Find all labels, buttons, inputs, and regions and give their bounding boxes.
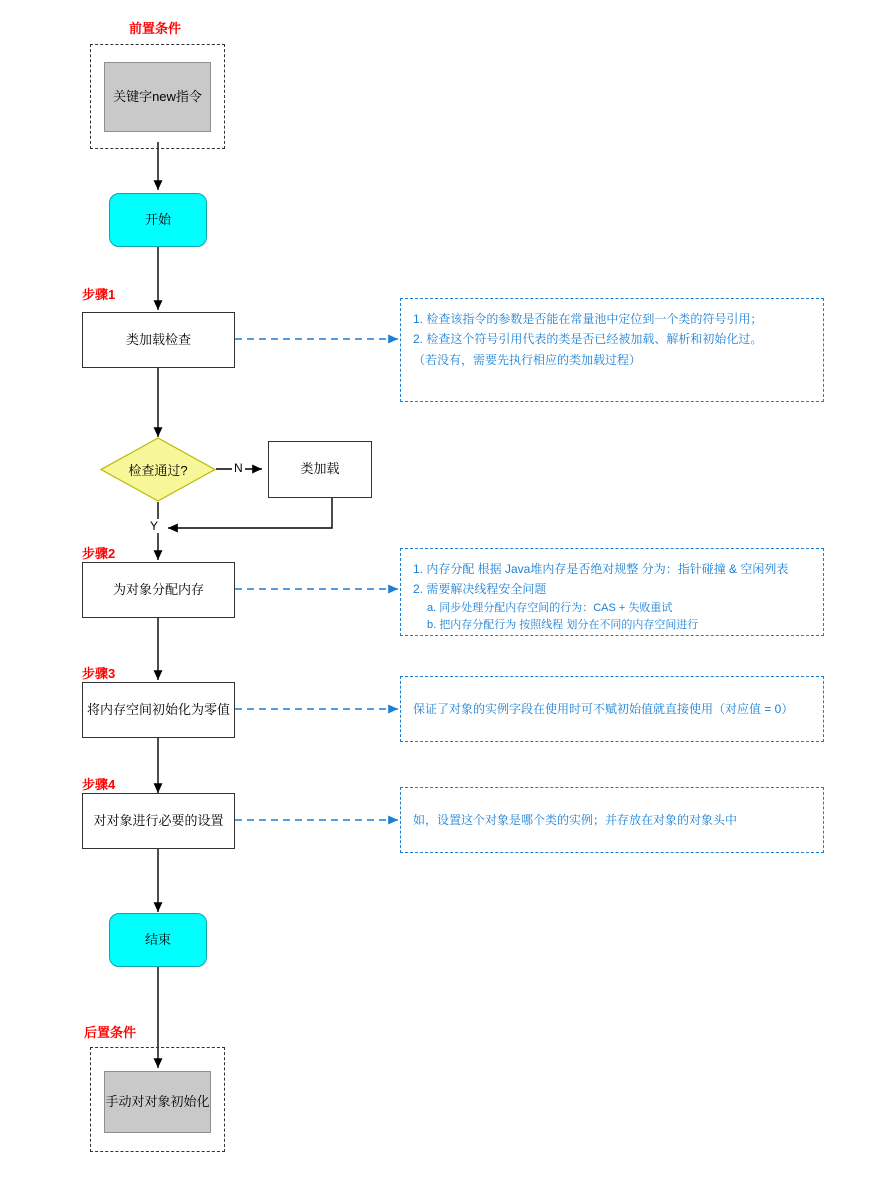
node-check-pass-label: 检查通过? bbox=[128, 463, 188, 478]
note-step1-line2: 2. 检查这个符号引用代表的类是否已经被加载、解析和初始化过。 bbox=[413, 332, 763, 347]
stage-label-step2: 步骤2 bbox=[82, 546, 116, 561]
note-step4 bbox=[400, 787, 824, 853]
node-new-keyword[interactable]: 关键字new指令 bbox=[104, 62, 211, 132]
node-init-zero[interactable]: 将内存空间初始化为零值 bbox=[82, 682, 235, 738]
node-class-load-check[interactable]: 类加载检查 bbox=[82, 312, 235, 368]
note-step2-line4: b. 把内存分配行为 按照线程 划分在不同的内存空间进行 bbox=[427, 619, 699, 632]
edge-label-no: N bbox=[234, 461, 243, 475]
node-start[interactable]: 开始 bbox=[109, 193, 207, 247]
node-check-pass[interactable] bbox=[100, 437, 216, 502]
node-end[interactable]: 结束 bbox=[109, 913, 207, 967]
note-step1-line3: （若没有，需要先执行相应的类加载过程） bbox=[413, 352, 642, 367]
note-step2-line1: 1. 内存分配 根据 Java堆内存是否绝对规整 分为：指针碰撞 & 空闲列表 bbox=[413, 562, 789, 576]
node-class-load[interactable]: 类加载 bbox=[268, 441, 372, 498]
node-manual-init[interactable]: 手动对对象初始化 bbox=[104, 1071, 211, 1133]
note-step2-line2: 2. 需要解决线程安全问题 bbox=[413, 582, 547, 597]
note-step1-line1: 1. 检查该指令的参数是否能在常量池中定位到一个类的符号引用； bbox=[413, 312, 763, 326]
stage-label-step3: 步骤3 bbox=[82, 666, 116, 681]
note-step2 bbox=[400, 548, 824, 636]
node-object-settings[interactable]: 对对象进行必要的设置 bbox=[82, 793, 235, 849]
stage-label-precondition: 前置条件 bbox=[129, 21, 182, 36]
stage-label-step1: 步骤1 bbox=[82, 287, 116, 302]
edge-label-yes: Y bbox=[150, 519, 159, 533]
note-step2-line3: a. 同步处理分配内存空间的行为：CAS + 失败重试 bbox=[427, 601, 673, 614]
stage-label-postcondition: 后置条件 bbox=[84, 1025, 137, 1040]
node-alloc-memory[interactable]: 为对象分配内存 bbox=[82, 562, 235, 618]
note-step4-line1: 如，设置这个对象是哪个类的实例；并存放在对象的对象头中 bbox=[413, 812, 738, 827]
note-step3 bbox=[400, 676, 824, 742]
note-step1 bbox=[400, 298, 824, 402]
note-step3-line1: 保证了对象的实例字段在使用时可不赋初始值就直接使用（对应值 = 0） bbox=[413, 701, 794, 716]
stage-label-step4: 步骤4 bbox=[82, 777, 116, 792]
